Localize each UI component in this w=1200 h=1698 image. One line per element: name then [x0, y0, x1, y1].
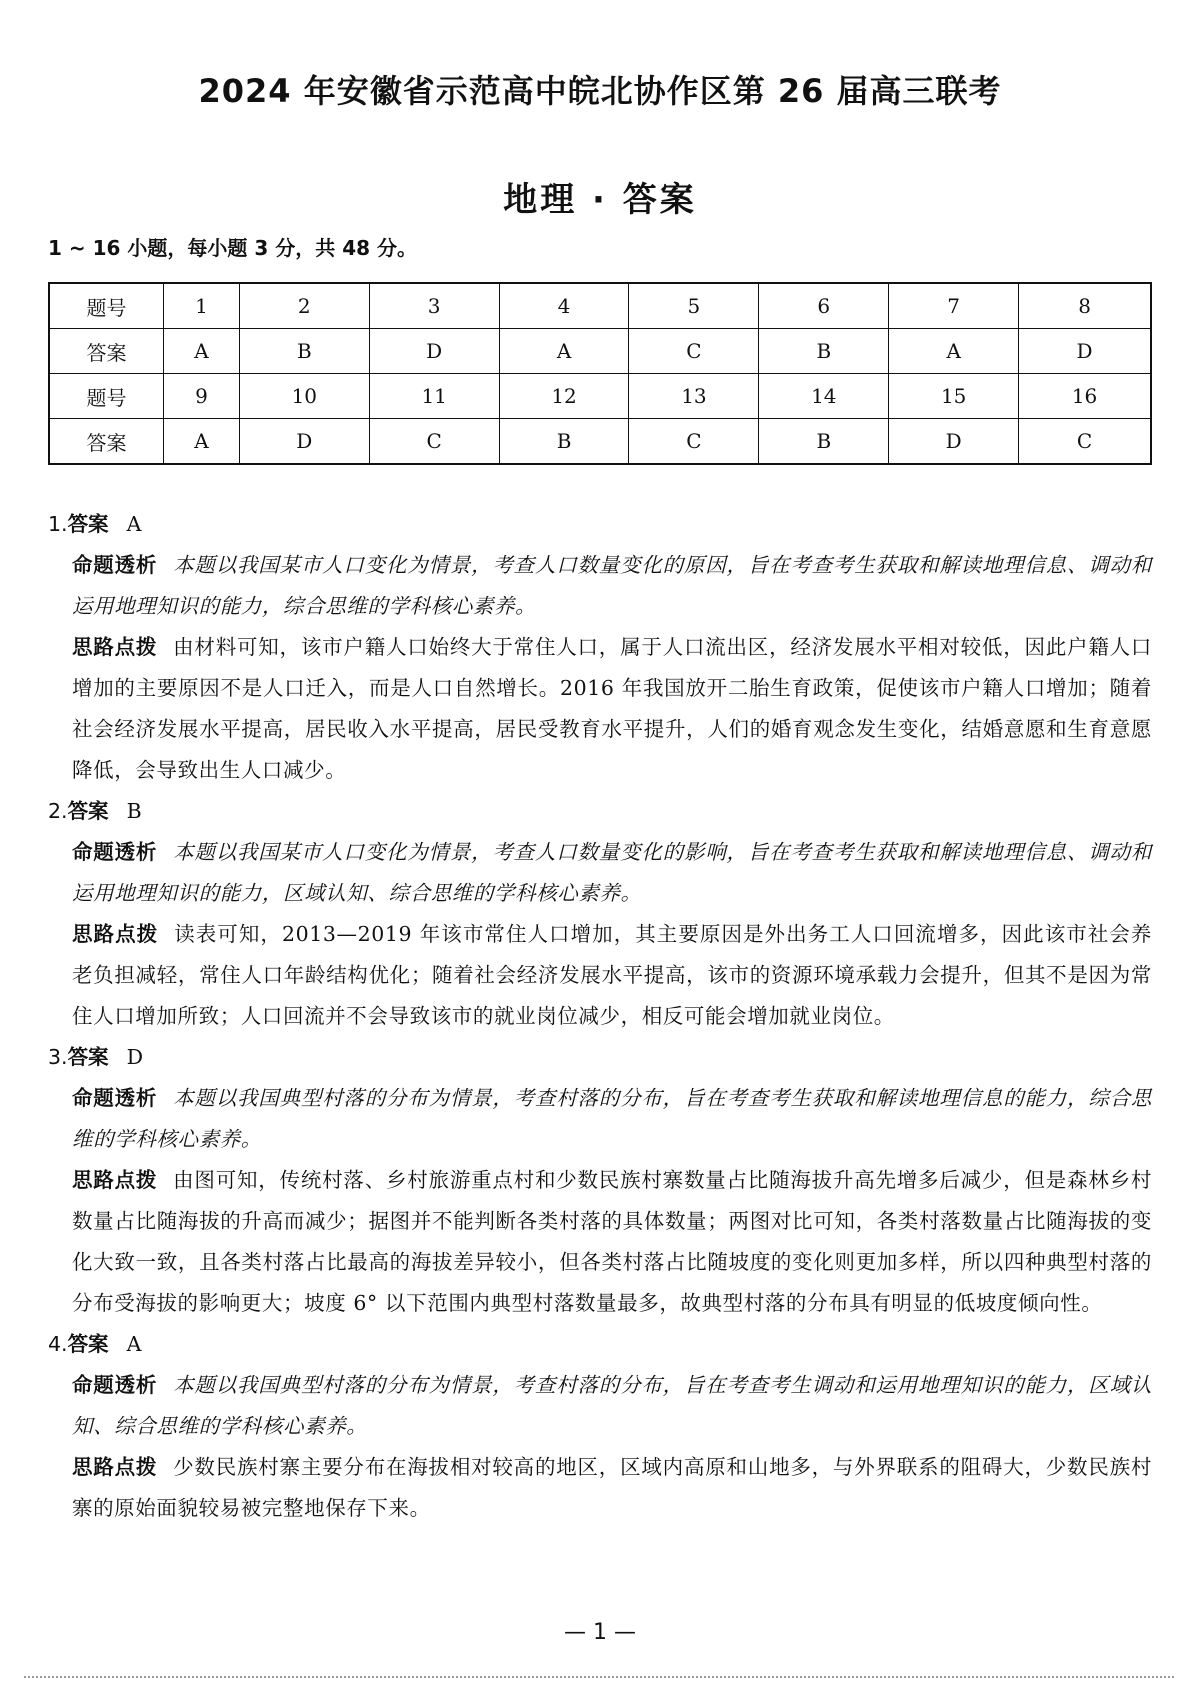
analysis-text: 本题以我国某市人口变化为情景，考查人口数量变化的影响，旨在考查考生获取和解读地理信息、调动和运用地理知识的能力，区域认知、综合思维的学科核心素养。 [72, 840, 1152, 905]
table-cell: 8 [1019, 283, 1151, 329]
question-block [48, 1037, 1152, 1324]
question-number: 4. [48, 1332, 68, 1356]
table-cell: 1 [164, 283, 240, 329]
table-cell: A [499, 329, 629, 374]
hint-text: 少数民族村寨主要分布在海拔相对较高的地区，区域内高原和山地多，与外界联系的阻碍大，少数民族村寨的原始面貌较易被完整地保存下来。 [72, 1455, 1152, 1520]
analysis-paragraph [48, 1078, 1152, 1160]
answer-label: 答案 [67, 512, 109, 536]
table-cell: 9 [164, 374, 240, 419]
analysis-label: 命题透析 [72, 1086, 158, 1110]
question-answer-line [48, 504, 1152, 545]
table-cell: B [239, 329, 369, 374]
question-answer-line [48, 1037, 1152, 1078]
table-cell: B [499, 419, 629, 465]
table-row-label: 题号 [49, 283, 164, 329]
table-cell: D [239, 419, 369, 465]
table-row [49, 283, 1151, 329]
table-cell: 6 [759, 283, 889, 329]
hint-label: 思路点拨 [72, 1455, 158, 1479]
question-number: 1. [48, 512, 68, 536]
table-row [49, 374, 1151, 419]
table-cell: B [759, 419, 889, 465]
question-answer-line [48, 791, 1152, 832]
answer-explanations [48, 504, 1152, 1529]
answer-label: 答案 [67, 1332, 109, 1356]
table-cell: 7 [889, 283, 1019, 329]
table-row-label: 题号 [49, 374, 164, 419]
analysis-text: 本题以我国某市人口变化为情景，考查人口数量变化的原因，旨在考查考生获取和解读地理信息、调动和运用地理知识的能力，综合思维的学科核心素养。 [72, 553, 1152, 618]
analysis-paragraph [48, 545, 1152, 627]
hint-paragraph [48, 627, 1152, 791]
table-cell: 12 [499, 374, 629, 419]
hint-paragraph [48, 1447, 1152, 1529]
hint-paragraph [48, 914, 1152, 1037]
hint-text: 由材料可知，该市户籍人口始终大于常住人口，属于人口流出区，经济发展水平相对较低，因此户籍人口增加的主要原因不是人口迁入，而是人口自然增长。2016 年我国放开二胎生育政策，促使该市户籍人口增加；随着社会经济发展水平提高，居民收入水平提高，居民受教育水平提升，人们的婚育观念发生变化，结婚意愿和生育意愿降低，会导致出生人口减少。 [72, 635, 1152, 782]
bottom-divider [24, 1676, 1174, 1678]
answer-value: B [126, 799, 142, 823]
table-cell: 10 [239, 374, 369, 419]
question-block [48, 791, 1152, 1037]
question-answer-line [48, 1324, 1152, 1365]
answer-value: A [126, 512, 142, 536]
table-cell: D [1019, 329, 1151, 374]
table-cell: 15 [889, 374, 1019, 419]
hint-label: 思路点拨 [72, 635, 158, 659]
table-cell: 14 [759, 374, 889, 419]
table-cell: C [369, 419, 499, 465]
section-intro: 1 ~ 16 小题，每小题 3 分，共 48 分。 [48, 236, 417, 260]
table-cell: 11 [369, 374, 499, 419]
table-cell: 16 [1019, 374, 1151, 419]
table-cell: D [889, 419, 1019, 465]
hint-text: 由图可知，传统村落、乡村旅游重点村和少数民族村寨数量占比随海拔升高先增多后减少，但是森林乡村数量占比随海拔的升高而减少；据图并不能判断各类村落的具体数量；两图对比可知，各类村落数量占比随海拔的变化大致一致，且各类村落占比最高的海拔差异较小，但各类村落占比随坡度的变化则更加多样，所以四种典型村落的分布受海拔的影响更大；坡度 6° 以下范围内典型村落数量最多，故典型村落的分布具有明显的低坡度倾向性。 [72, 1168, 1152, 1315]
hint-label: 思路点拨 [72, 1168, 158, 1192]
question-number: 3. [48, 1045, 68, 1069]
table-cell: A [164, 419, 240, 465]
table-cell: 3 [369, 283, 499, 329]
table-cell: 4 [499, 283, 629, 329]
hint-paragraph [48, 1160, 1152, 1324]
analysis-text: 本题以我国典型村落的分布为情景，考查村落的分布，旨在考查考生获取和解读地理信息的能力，综合思维的学科核心素养。 [72, 1086, 1152, 1151]
answer-value: D [126, 1045, 143, 1069]
hint-label: 思路点拨 [72, 922, 159, 946]
table-row [49, 329, 1151, 374]
table-cell: C [629, 419, 759, 465]
table-cell: B [759, 329, 889, 374]
table-row [49, 419, 1151, 465]
hint-text: 读表可知，2013—2019 年该市常住人口增加，其主要原因是外出务工人口回流增多，因此该市社会养老负担减轻，常住人口年龄结构优化；随着社会经济发展水平提高，该市的资源环境承载力会提升，但其不是因为常住人口增加所致；人口回流并不会导致该市的就业岗位减少，相反可能会增加就业岗位。 [72, 922, 1152, 1028]
table-row-label: 答案 [49, 419, 164, 465]
table-row-label: 答案 [49, 329, 164, 374]
analysis-paragraph [48, 832, 1152, 914]
answer-label: 答案 [67, 799, 109, 823]
page-subtitle: 地理 · 答案 [503, 180, 697, 220]
table-cell: C [629, 329, 759, 374]
table-cell: A [889, 329, 1019, 374]
answer-value: A [126, 1332, 142, 1356]
analysis-label: 命题透析 [72, 553, 158, 577]
table-cell: 13 [629, 374, 759, 419]
question-block [48, 1324, 1152, 1529]
table-cell: C [1019, 419, 1151, 465]
analysis-paragraph [48, 1365, 1152, 1447]
analysis-text: 本题以我国典型村落的分布为情景，考查村落的分布，旨在考查考生调动和运用地理知识的能力，区域认知、综合思维的学科核心素养。 [72, 1373, 1152, 1438]
page-title: 2024 年安徽省示范高中皖北协作区第 26 届高三联考 [198, 72, 1002, 110]
answer-label: 答案 [67, 1045, 109, 1069]
table-cell: D [369, 329, 499, 374]
answer-table [48, 282, 1152, 465]
page-number: — 1 — [564, 1620, 636, 1645]
question-number: 2. [48, 799, 68, 823]
question-block [48, 504, 1152, 791]
analysis-label: 命题透析 [72, 840, 158, 864]
table-cell: A [164, 329, 240, 374]
table-cell: 2 [239, 283, 369, 329]
table-cell: 5 [629, 283, 759, 329]
analysis-label: 命题透析 [72, 1373, 158, 1397]
